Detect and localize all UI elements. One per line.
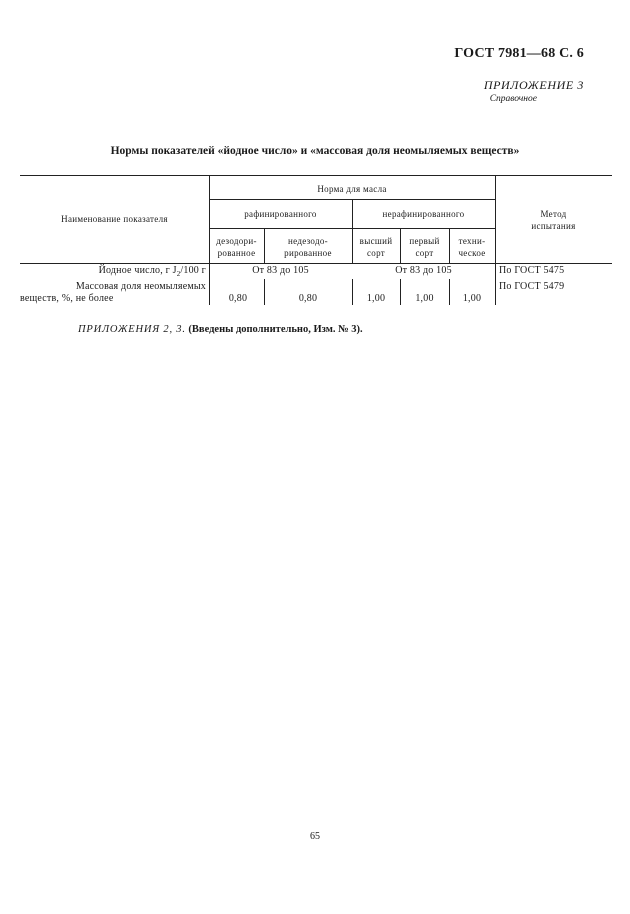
row-iodine-refined: От 83 до 105: [252, 265, 309, 276]
row-iodine-name-sub: 2: [176, 270, 181, 278]
row-iodine-name-suffix: /100 г: [180, 265, 206, 276]
row-iodine-method: По ГОСТ 5475: [499, 265, 565, 276]
page-number: 65: [310, 831, 320, 842]
table-header-bottom-rule: [20, 263, 612, 264]
row-unsap-method: По ГОСТ 5479: [499, 281, 565, 292]
standard-header: ГОСТ 7981—68 С. 6: [454, 46, 584, 61]
amendment-note: [78, 324, 363, 335]
row-iodine-unrefined: От 83 до 105: [395, 265, 452, 276]
subheader-technical: [449, 235, 495, 259]
table-top-rule: [20, 175, 612, 176]
subheader-deodorized-line1: дезодори-: [216, 236, 257, 246]
subheader-highest-line2: сорт: [366, 248, 385, 258]
table-title: Нормы показателей «йодное число» и «массовая доля неомыляемых веществ»: [110, 145, 520, 157]
subheader-deodorized: [209, 235, 264, 259]
row-unsap-name-line2: веществ, %, не более: [20, 293, 114, 304]
table-vrule-method: [495, 175, 496, 305]
subheader-first-line1: первый: [409, 236, 440, 246]
subheader-deodorized-line2: рованное: [217, 248, 256, 258]
row-unsap-name-line1: Массовая доля неомыляемых: [75, 281, 206, 292]
header-method-line1: Метод: [540, 209, 567, 219]
row-iodine-name: [20, 265, 206, 280]
header-indicator: Наименование показателя: [61, 214, 168, 224]
amendment-note-prefix: ПРИЛОЖЕНИЯ 2, 3.: [78, 324, 186, 335]
subheader-nondeodorized: [264, 235, 352, 259]
row-unsap-technical: 1,00: [462, 293, 482, 304]
subheader-technical-line1: техни-: [458, 236, 486, 246]
subheader-highest: [352, 235, 400, 259]
header-norm: Норма для масла: [317, 184, 387, 194]
amendment-note-text: (Введены дополнительно, Изм. № 3).: [188, 324, 363, 335]
subheader-first: [400, 235, 449, 259]
row-unsap-nondeodorized: 0,80: [298, 293, 318, 304]
subheader-nondeodorized-line1: недезодо-: [288, 236, 328, 246]
appendix-kind: Справочное: [489, 94, 537, 104]
appendix-title: ПРИЛОЖЕНИЕ 3: [483, 78, 584, 92]
subheader-first-line2: сорт: [415, 248, 434, 258]
header-method: [495, 208, 612, 232]
row-unsap-deodorized: 0,80: [228, 293, 248, 304]
row-iodine-name-prefix: Йодное число, г J: [98, 265, 177, 276]
subheader-highest-line1: высший: [359, 236, 393, 246]
row-unsap-name: [20, 281, 206, 305]
header-unrefined: нерафинированного: [382, 209, 465, 219]
header-method-line2: испытания: [531, 221, 576, 231]
header-refined: рафинированного: [244, 209, 317, 219]
row-unsap-highest: 1,00: [366, 293, 386, 304]
subheader-technical-line2: ческое: [458, 248, 486, 258]
subheader-nondeodorized-line2: рированное: [284, 248, 332, 258]
row-unsap-first: 1,00: [415, 293, 434, 304]
